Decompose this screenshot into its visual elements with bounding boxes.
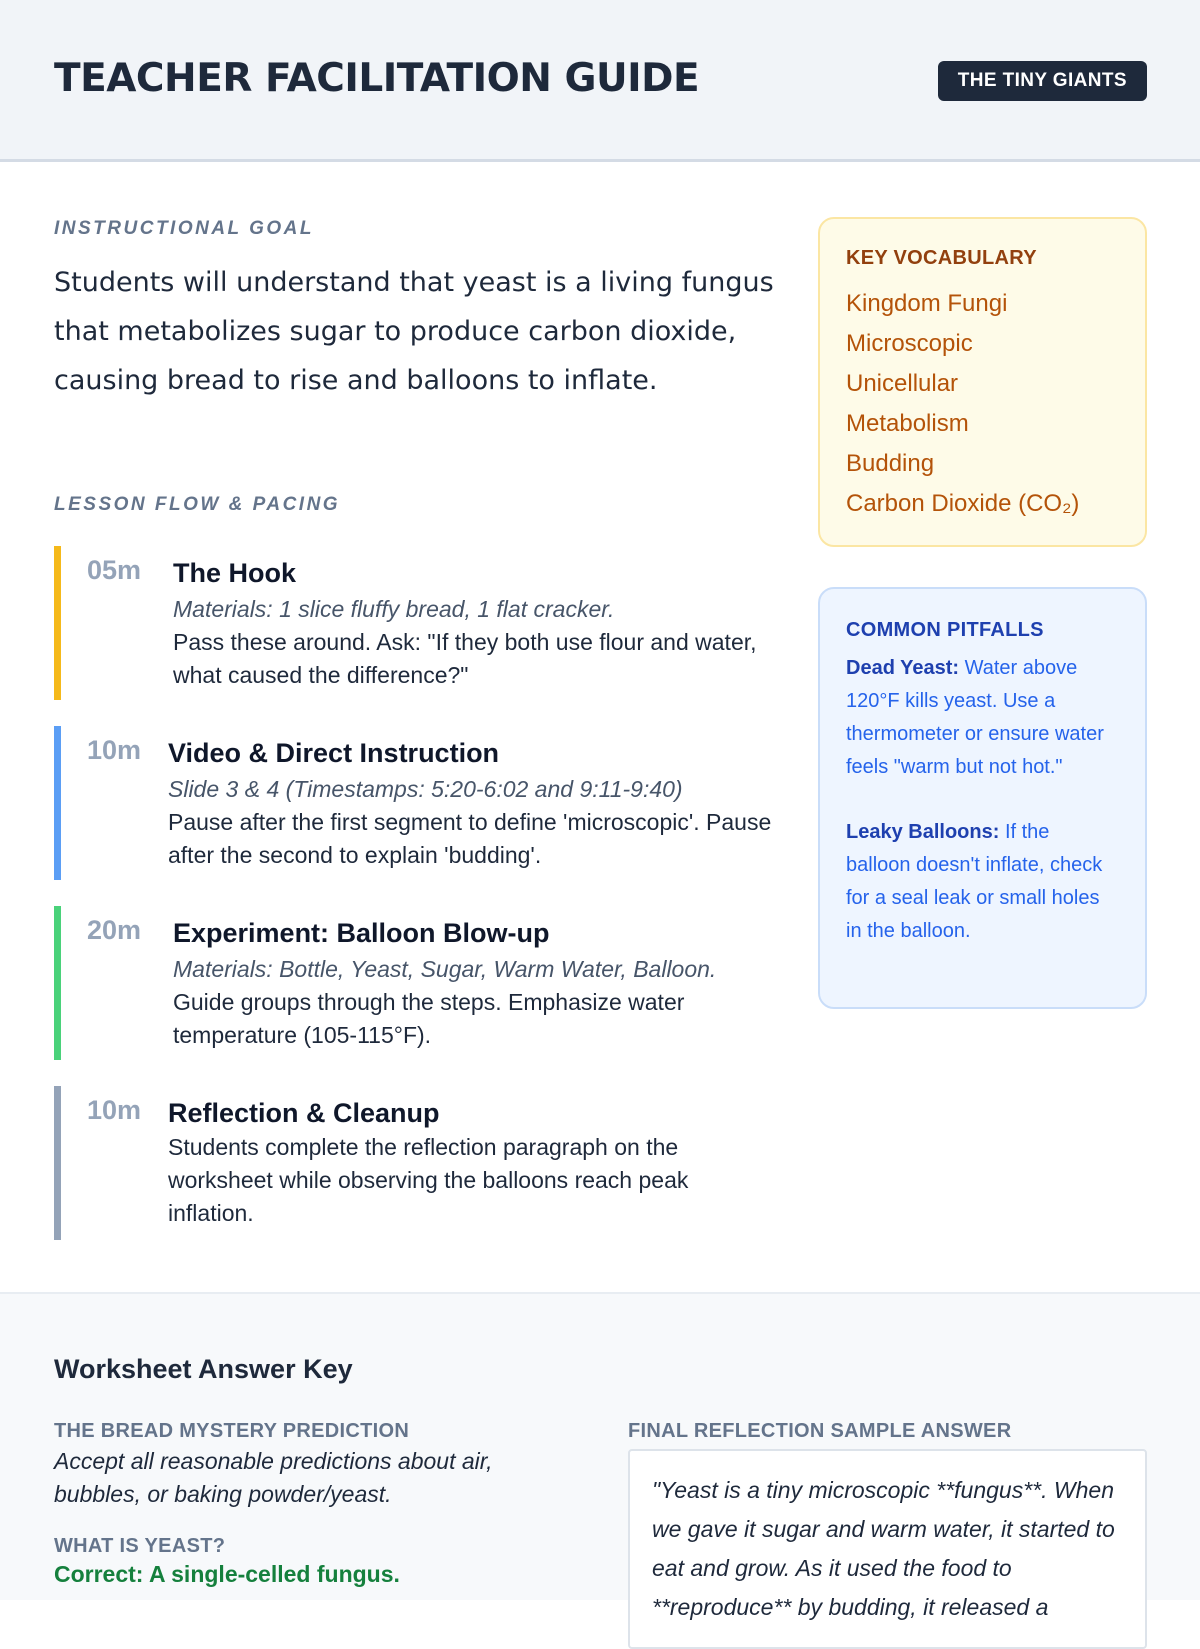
vocabulary-term: Carbon Dioxide (CO₂) [846, 490, 1080, 517]
vocabulary-title: KEY VOCABULARY [846, 247, 1037, 269]
pitfalls-title: COMMON PITFALLS [846, 619, 1044, 641]
prediction-label: THE BREAD MYSTERY PREDICTION [54, 1420, 410, 1442]
vocabulary-term: Kingdom Fungi [846, 290, 1008, 317]
goal-label: INSTRUCTIONAL GOAL [54, 218, 314, 239]
pitfall-item [846, 816, 1119, 948]
prediction-text: Accept all reasonable predictions about air, bubbles, or baking powder/yeast. [54, 1448, 493, 1507]
step-body [168, 1095, 774, 1230]
step-body [173, 555, 774, 692]
vocabulary-term: Microscopic [846, 330, 973, 357]
vocabulary-term: Metabolism [846, 410, 969, 437]
answer-key-right [628, 1420, 1147, 1649]
step-title: Experiment: Balloon Blow-up [173, 918, 550, 948]
lesson-step-reflection [54, 1086, 774, 1240]
pitfall-text: If the balloon doesn't inflate, check for a seal leak or small holes in the balloon. [846, 821, 1103, 942]
step-materials: Materials: Bottle, Yeast, Sugar, Warm Water, Balloon. [173, 956, 717, 982]
vocabulary-term: Budding [846, 450, 935, 477]
key-vocabulary-box [818, 217, 1147, 547]
page-title: TEACHER FACILITATION GUIDE [54, 56, 700, 101]
step-body [168, 735, 774, 872]
answer-key-title: Worksheet Answer Key [54, 1354, 353, 1384]
vocabulary-list [846, 284, 1119, 524]
step-title: Video & Direct Instruction [168, 738, 500, 768]
pitfall-text: Water above 120°F kills yeast. Use a thermometer or ensure water feels "warm but not hot." [846, 657, 1104, 778]
unit-badge: THE TINY GIANTS [938, 61, 1147, 101]
step-time: 10m [87, 735, 142, 765]
step-materials: Materials: 1 slice fluffy bread, 1 flat cracker. [173, 596, 615, 622]
lesson-step-video [54, 726, 774, 880]
reflection-sample-answer: "Yeast is a tiny microscopic **fungus**. When we gave it sugar and warm water, it started to eat and grow. As it used the food to **reproduce** by budding, it released a [628, 1449, 1147, 1649]
step-time: 20m [87, 915, 142, 945]
step-description: Pass these around. Ask: "If they both use flour and water, what caused the difference?" [173, 629, 757, 688]
step-body [173, 915, 774, 1052]
step-description: Pause after the first segment to define 'microscopic'. Pause after the second to explain 'budding'. [168, 809, 772, 868]
pitfall-label: Leaky Balloons: [846, 821, 1000, 843]
flow-label: LESSON FLOW & PACING [54, 494, 341, 515]
yeast-correct-answer: Correct: A single-celled fungus. [54, 1561, 400, 1587]
step-title: The Hook [173, 558, 297, 588]
common-pitfalls-box [818, 587, 1147, 1009]
answer-key-section [0, 1292, 1200, 1620]
step-description: Students complete the reflection paragraph on the worksheet while observing the balloons reach peak inflation. [168, 1134, 689, 1226]
step-materials: Slide 3 & 4 (Timestamps: 5:20-6:02 and 9:11-9:40) [168, 776, 683, 802]
page-header [0, 0, 1200, 162]
pitfall-item [846, 652, 1119, 784]
vocabulary-term: Unicellular [846, 370, 959, 397]
lesson-step-hook [54, 546, 774, 700]
step-title: Reflection & Cleanup [168, 1098, 440, 1128]
reflection-label: FINAL REFLECTION SAMPLE ANSWER [628, 1420, 1012, 1442]
pitfall-label: Dead Yeast: [846, 657, 960, 679]
step-time: 05m [87, 555, 142, 585]
step-time: 10m [87, 1095, 142, 1125]
answer-key-left [54, 1420, 574, 1591]
goal-text: Students will understand that yeast is a living fungus that metabolizes sugar to produce carbon dioxide, causing bread to rise and balloons to inflate. [54, 267, 774, 396]
lesson-step-experiment [54, 906, 774, 1060]
yeast-question-label: WHAT IS YEAST? [54, 1535, 226, 1557]
step-description: Guide groups through the steps. Emphasize water temperature (105-115°F). [173, 989, 685, 1048]
